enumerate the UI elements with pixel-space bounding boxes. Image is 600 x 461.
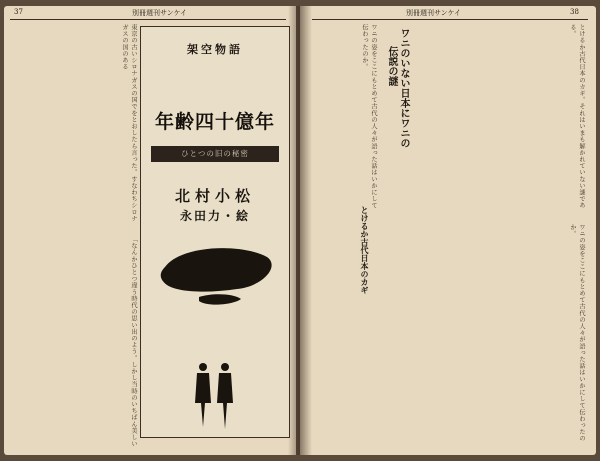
feature-title: 年齢四十億年	[154, 111, 275, 133]
right-header-rule	[312, 19, 588, 20]
left-text-a: 東京の古いシロナガスの国でをとおしたら言った。すなわちシロナガスの国のある	[121, 24, 137, 222]
right-text-b: とけるか古代日本のカギ。それはいまも解かれていない謎である。	[569, 24, 585, 209]
illustrator-credit: 永田力・絵	[179, 209, 250, 223]
headline-line-1: ワニのいない日本にワニの	[398, 28, 409, 148]
subheadline: とけるか古代日本のカギ	[360, 206, 370, 294]
illustration	[141, 227, 289, 437]
right-text-a: ワニの姿をここにもとめて古代の人々が語った話はいかにして伝わったのか。	[361, 24, 377, 209]
right-text-block-1	[308, 24, 378, 214]
right-text-c: ワニの姿をここにもとめて古代の人々が語った話はいかにして伝わったのか。	[569, 224, 585, 442]
author-name: 北村小松	[174, 187, 255, 205]
left-text-block-upper	[12, 24, 138, 224]
left-running-title: 別冊週刊サンケイ	[132, 9, 188, 17]
right-page-number: 38	[570, 8, 579, 16]
two-figures	[195, 363, 233, 429]
right-text-block-2	[412, 24, 586, 214]
series-label: 架空物語	[187, 43, 243, 56]
right-text-block-3	[308, 224, 586, 450]
left-page-number: 37	[14, 8, 23, 16]
feature-title-box	[140, 26, 290, 438]
ink-blot-large	[161, 248, 272, 292]
ink-blot-small	[199, 294, 241, 304]
left-header-rule	[10, 19, 286, 20]
right-running-title: 別冊週刊サンケイ	[406, 9, 462, 17]
title-band: ひとつの旧の秘密	[151, 146, 279, 162]
left-text-b: 「なんかひとつ違う時代の思い出のよう。しかし当時のいちばん美しい	[130, 236, 137, 448]
headline-line-2: 伝説の謎	[386, 46, 397, 86]
left-text-block-lower	[12, 236, 138, 448]
